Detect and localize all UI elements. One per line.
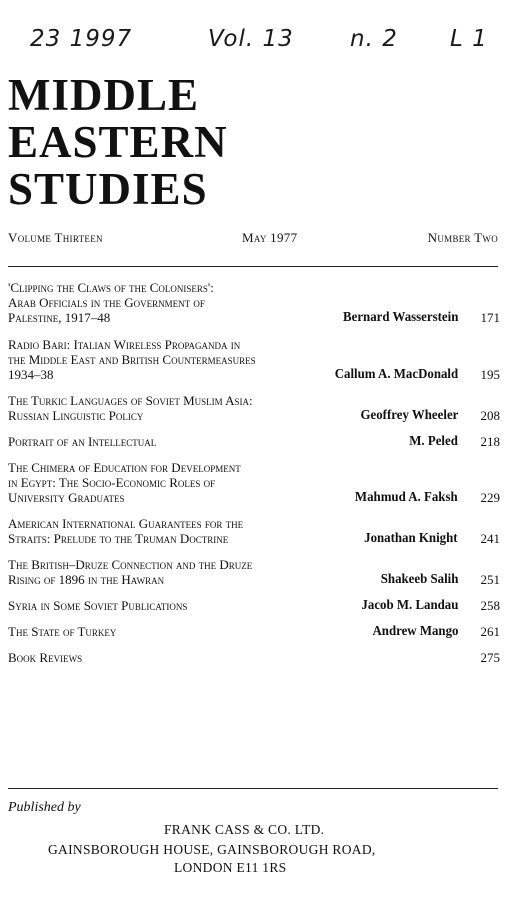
toc-author: Jonathan Knight <box>364 531 458 546</box>
toc-article-title <box>8 650 500 665</box>
bottom-divider <box>8 788 498 789</box>
issue-number: Number Two <box>427 230 498 245</box>
toc-author: Shakeeb Salih <box>380 572 458 587</box>
toc-entry <box>8 393 500 423</box>
toc-article-title-line: The Chimera of Education for Development <box>8 460 241 475</box>
toc-entry <box>8 337 500 382</box>
toc-page-number: 195 <box>480 367 500 382</box>
toc-entry <box>8 434 500 449</box>
issue-date: May 1977 <box>242 230 298 245</box>
handwritten-number: n. 2 <box>350 26 398 52</box>
top-divider <box>8 266 498 267</box>
toc-article-title-line: American International Guarantees for the <box>8 516 244 531</box>
toc-page-number: 241 <box>480 531 500 546</box>
toc-entry <box>8 516 500 546</box>
toc-article-title-line: Rising of 1896 in the Hawran <box>8 572 165 587</box>
toc-entry <box>8 598 500 613</box>
toc-author: Callum A. MacDonald <box>334 367 458 382</box>
publisher-block <box>8 800 508 875</box>
toc-page-number: 258 <box>480 598 500 613</box>
toc-entry <box>8 650 500 665</box>
journal-title-line: EASTERN <box>8 117 228 167</box>
toc-author: Mahmud A. Faksh <box>355 490 458 505</box>
publisher-address-line-2: LONDON E11 1RS <box>174 860 287 875</box>
journal-title-line: STUDIES <box>8 164 208 214</box>
toc-article-title-line: 1934–38 <box>8 367 54 382</box>
toc-article-title-line: 'Clipping the Claws of the Colonisers': <box>8 280 214 295</box>
toc-article-title-line: The British–Druze Connection and the Druze <box>8 557 253 572</box>
publisher-address-line-1: GAINSBOROUGH HOUSE, GAINSBOROUGH ROAD, <box>48 842 376 857</box>
toc-author: Geoffrey Wheeler <box>360 408 458 423</box>
toc-page-number: 261 <box>480 624 500 639</box>
toc-article-title-line: The State of Turkey <box>8 624 117 639</box>
toc-entry <box>8 557 500 587</box>
handwritten-shelfmark: L 1 <box>450 26 488 52</box>
toc-article-title-line: Syria in Some Soviet Publications <box>8 598 188 613</box>
toc-article-title-line: Russian Linguistic Policy <box>8 408 144 423</box>
toc-article-title-line: The Turkic Languages of Soviet Muslim Asia: <box>8 393 253 408</box>
handwritten-date: 23 1997 <box>30 26 133 52</box>
toc-page-number: 208 <box>480 408 500 423</box>
toc-author: M. Peled <box>409 434 458 449</box>
issue-volume: Volume Thirteen <box>8 230 103 245</box>
toc-author: Bernard Wasserstein <box>342 310 458 325</box>
publisher-name: FRANK CASS & CO. LTD. <box>164 822 325 837</box>
toc-page-number: 275 <box>480 650 500 665</box>
toc-author: Jacob M. Landau <box>361 598 458 613</box>
toc-article-title-line: Palestine, 1917–48 <box>8 310 111 325</box>
toc-entry <box>8 280 500 325</box>
toc-entry <box>8 460 500 505</box>
toc-article-title-line: Portrait of an Intellectual <box>8 434 157 449</box>
toc-page-number: 218 <box>480 434 500 449</box>
toc-article-title-line: in Egypt: The Socio-Economic Roles of <box>8 475 216 490</box>
toc-page-number: 251 <box>480 572 500 587</box>
published-by-label: Published by <box>8 800 81 815</box>
toc-page-number: 229 <box>480 490 500 505</box>
table-of-contents <box>8 280 500 665</box>
toc-article-title-line: the Middle East and British Countermeasures <box>8 352 256 367</box>
toc-article-title-line: Radio Bari: Italian Wireless Propaganda in <box>8 337 241 352</box>
toc-page-number: 171 <box>480 310 500 325</box>
toc-author: Andrew Mango <box>372 624 458 639</box>
journal-title-line: MIDDLE <box>8 70 200 120</box>
toc-article-title-line: Book Reviews <box>8 650 83 665</box>
toc-article-title-line: University Graduates <box>8 490 125 505</box>
toc-article-title-line: Straits: Prelude to the Truman Doctrine <box>8 531 229 546</box>
journal-title <box>8 72 228 213</box>
handwritten-volume: Vol. 13 <box>208 26 294 52</box>
toc-article-title-line: Arab Officials in the Government of <box>8 295 205 310</box>
toc-entry <box>8 624 500 639</box>
